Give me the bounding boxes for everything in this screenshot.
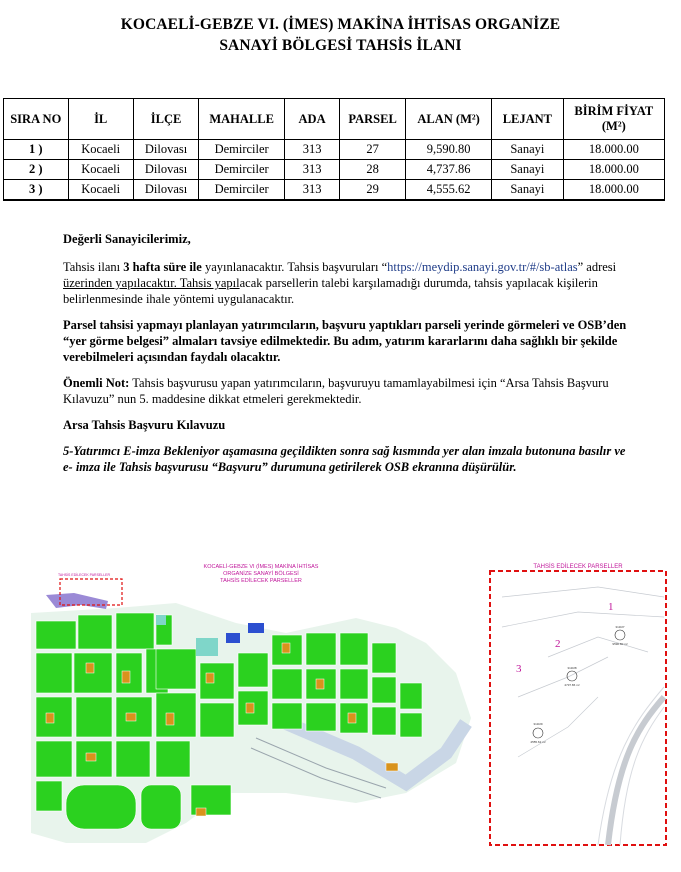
parcel-block xyxy=(306,703,336,731)
parcel-block xyxy=(400,683,422,709)
parcel-block xyxy=(272,669,302,699)
cell-ada: 313 xyxy=(285,140,340,160)
cell-sira: 2 ) xyxy=(4,160,69,180)
facility-area xyxy=(196,638,218,656)
parcel-id-1: 313/27 xyxy=(615,625,625,629)
parcel-number-1: 1 xyxy=(608,601,614,613)
map-title-1: KOCAELİ-GEBZE VI (İMES) MAKİNA İHTİSAS xyxy=(203,564,319,570)
cell-parsel: 29 xyxy=(340,180,406,201)
paragraph-duration xyxy=(63,259,629,307)
col-parsel: PARSEL xyxy=(340,99,406,140)
highlight-label: TAHSİS EDİLECEK PARSELLER xyxy=(58,573,110,577)
cell-fiyat: 18.000.00 xyxy=(563,180,664,201)
cell-ilce: Dilovası xyxy=(133,140,199,160)
orange-parcel xyxy=(122,671,130,683)
orange-parcel xyxy=(246,703,254,713)
parcel-area-1: 9590.80 m² xyxy=(612,642,628,646)
orange-parcel xyxy=(386,763,398,771)
cell-lejant: Sanayi xyxy=(492,180,564,201)
orange-parcel xyxy=(206,673,214,683)
parcel-block xyxy=(156,649,196,689)
highlighted-parcels xyxy=(46,593,108,609)
parcel-area-2: 4737.86 m² xyxy=(564,683,580,687)
parcel-block xyxy=(76,697,112,737)
map-title-3: TAHSİS EDİLECEK PARSELLER xyxy=(220,578,302,584)
cell-alan: 9,590.80 xyxy=(406,140,492,160)
cell-ilce: Dilovası xyxy=(133,160,199,180)
orange-parcel xyxy=(126,713,136,721)
parcel-block xyxy=(272,703,302,729)
underlined-text: üzerinden yapılacaktır. Tahsis yapıl xyxy=(63,276,240,290)
cell-ilce: Dilovası xyxy=(133,180,199,201)
cell-lejant: Sanayi xyxy=(492,140,564,160)
title-line-1: KOCAELİ-GEBZE VI. (İMES) MAKİNA İHTİSAS ORGANİZE xyxy=(120,16,561,33)
parcel-block xyxy=(141,785,181,829)
col-mahalle: MAHALLE xyxy=(199,99,285,140)
announcement-text xyxy=(63,231,629,485)
parcel-block xyxy=(36,621,76,649)
orange-parcel xyxy=(348,713,356,723)
cell-mahalle: Demirciler xyxy=(199,160,285,180)
orange-parcel xyxy=(86,663,94,673)
cell-il: Kocaeli xyxy=(68,160,133,180)
page-title xyxy=(0,14,681,56)
orange-parcel xyxy=(316,679,324,689)
col-il: İL xyxy=(68,99,133,140)
guide-step-5: 5-Yatırımcı E-imza Bekleniyor aşamasına geçildikten sonra sağ kısmında yer alan imzala butonuna basılır ve e- imza ile Tahsis başvurusu “Başvuru” durumuna getirilerek OSB ekranına düşürülür. xyxy=(63,444,626,474)
parcel-block xyxy=(372,707,396,735)
col-ilce: İLÇE xyxy=(133,99,199,140)
cell-mahalle: Demirciler xyxy=(199,140,285,160)
parcel-block xyxy=(340,633,368,665)
orange-parcel xyxy=(196,808,206,816)
map-title-2: ORGANİZE SANAYİ BÖLGESİ xyxy=(223,571,299,577)
parcel-detail-map xyxy=(488,557,668,847)
cell-fiyat: 18.000.00 xyxy=(563,160,664,180)
greeting: Değerli Sanayicilerimiz, xyxy=(63,232,191,246)
text-run: acak parsellerin talebi karşılamadığı durumda, tahsis yapılacak kişilerin belirlenmesinde ihale yöntemi uygulanacaktır. xyxy=(63,276,598,306)
orange-parcel xyxy=(166,713,174,725)
parcel-block xyxy=(306,633,336,665)
parcel-block xyxy=(116,613,154,649)
parcel-block xyxy=(66,785,136,829)
parcel-block xyxy=(36,741,72,777)
cell-alan: 4,737.86 xyxy=(406,160,492,180)
parcel-block xyxy=(156,741,190,777)
col-ada: ADA xyxy=(285,99,340,140)
parcel-block xyxy=(116,741,150,777)
guide-heading: Arsa Tahsis Başvuru Kılavuzu xyxy=(63,418,226,432)
note-text: Tahsis başvurusu yapan yatırımcıların, başvuruyu tamamlayabilmesi için “Arsa Tahsis Başvuru Kılavuzu” nun 5. maddesine dikkat etmeleri gerekmektedir. xyxy=(63,376,609,406)
parcel-block xyxy=(400,713,422,737)
parcel-block xyxy=(200,703,234,737)
parcel-block xyxy=(78,615,112,649)
parcel-number-2: 2 xyxy=(555,638,561,650)
cell-lejant: Sanayi xyxy=(492,160,564,180)
detail-title: TAHSİS EDİLECEK PARSELLER xyxy=(533,564,623,570)
text-run: yayınlanacaktır. Tahsis başvuruları “ xyxy=(201,260,388,274)
cell-ada: 313 xyxy=(285,160,340,180)
parcel-block xyxy=(340,669,368,699)
orange-parcel xyxy=(46,713,54,723)
cell-mahalle: Demirciler xyxy=(199,180,285,201)
paragraph-site-visit: Parsel tahsisi yapmayı planlayan yatırımcıların, başvuru yaptıkları parseli yerinde görmeleri ve OSB’den “yer görme belgesi” almaları tavsiye edilmektedir. Bu adım, yatırım kararlarını daha sağlıklı bir şekilde verebilmeleri açısından faydalı olacaktır. xyxy=(63,318,627,364)
duration-emphasis: 3 hafta süre ile xyxy=(123,260,202,274)
parcel-block xyxy=(36,781,62,811)
cell-parsel: 27 xyxy=(340,140,406,160)
parcel-id-3: 313/29 xyxy=(533,722,543,726)
cell-il: Kocaeli xyxy=(68,180,133,201)
parcel-id-2: 313/28 xyxy=(567,666,577,670)
cell-parsel: 28 xyxy=(340,160,406,180)
parcel-block xyxy=(156,693,196,737)
parcel-block xyxy=(372,643,396,673)
table-row xyxy=(4,140,665,160)
cell-sira: 1 ) xyxy=(4,140,69,160)
facility-area xyxy=(226,633,240,643)
paragraph-note xyxy=(63,375,629,407)
table-row xyxy=(4,160,665,180)
cell-fiyat: 18.000.00 xyxy=(563,140,664,160)
parcel-block xyxy=(238,653,268,687)
col-birim-fiyat: BİRİM FİYAT (M²) xyxy=(563,99,664,140)
orange-parcel xyxy=(86,753,96,761)
table-row xyxy=(4,180,665,201)
facility-area xyxy=(248,623,264,633)
note-label: Önemli Not: xyxy=(63,376,130,390)
parcel-block xyxy=(372,677,396,703)
parcel-table xyxy=(3,98,665,201)
cell-alan: 4,555.62 xyxy=(406,180,492,201)
parcel-block xyxy=(200,663,234,699)
col-lejant: LEJANT xyxy=(492,99,564,140)
orange-parcel xyxy=(282,643,290,653)
text-run: Tahsis ilanı xyxy=(63,260,124,274)
table-header-row xyxy=(4,99,665,140)
facility-area xyxy=(156,615,166,625)
parcel-number-3: 3 xyxy=(516,663,522,675)
cell-il: Kocaeli xyxy=(68,140,133,160)
application-link[interactable]: https://meydip.sanayi.gov.tr/#/sb-atlas xyxy=(387,260,578,274)
col-sira-no: SIRA NO xyxy=(4,99,69,140)
cell-ada: 313 xyxy=(285,180,340,201)
cell-sira: 3 ) xyxy=(4,180,69,201)
parcel-area-3: 4555.62 m² xyxy=(530,740,546,744)
text-run: ” adresi xyxy=(577,260,617,274)
title-line-2: SANAYİ BÖLGESİ TAHSİS İLANI xyxy=(219,37,462,54)
col-alan: ALAN (M²) xyxy=(406,99,492,140)
site-plan-map xyxy=(26,553,477,846)
parcel-block xyxy=(36,653,72,693)
